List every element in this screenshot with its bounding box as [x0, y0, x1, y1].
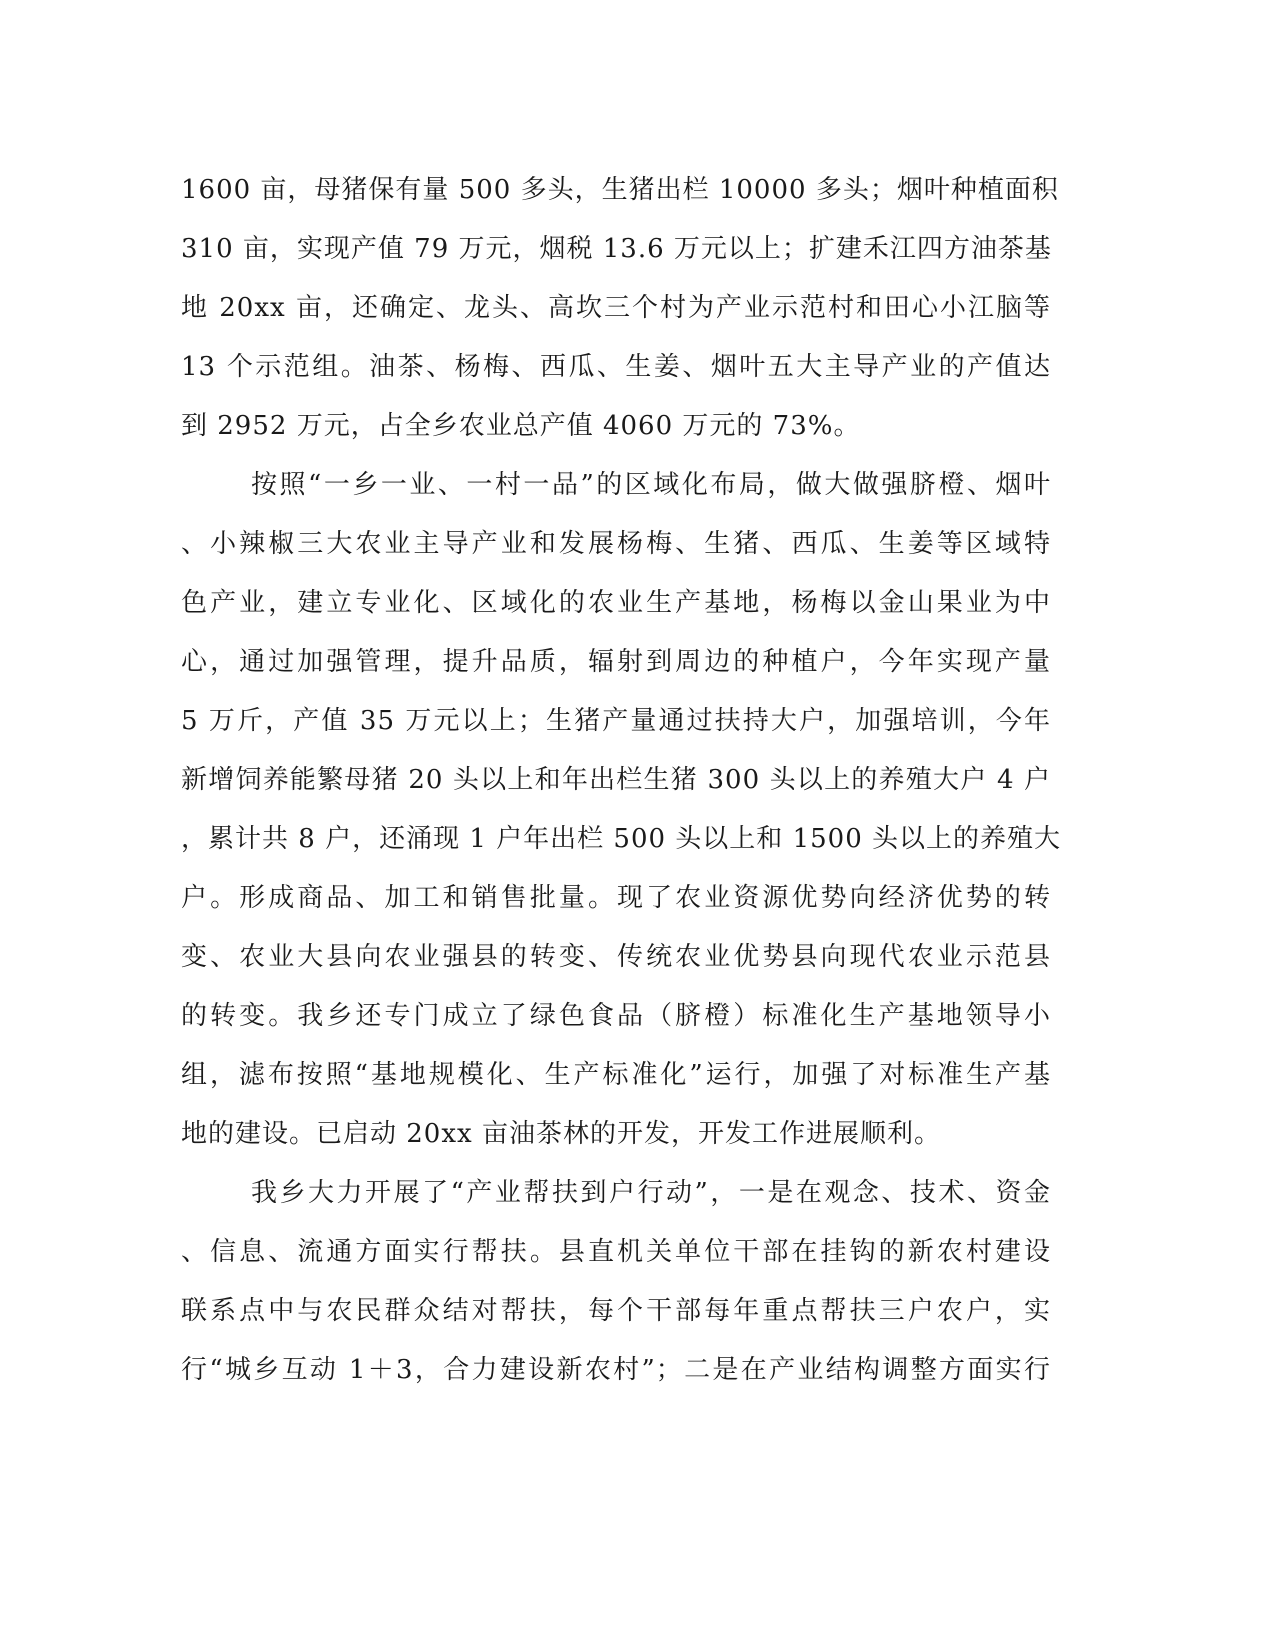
paragraph-1	[181, 161, 1059, 456]
text-line: 、小辣椒三大农业主导产业和发展杨梅、生猪、西瓜、生姜等区域特	[181, 529, 1051, 559]
text-line: 按照“一乡一业、一村一品”的区域化布局，做大做强脐橙、烟叶	[251, 470, 1051, 500]
text-line: 新增饲养能繁母猪 20 头以上和年出栏生猪 300 头以上的养殖大户 4 户	[181, 765, 1051, 795]
text-line: 1600 亩，母猪保有量 500 多头，生猪出栏 10000 多头；烟叶种植面积	[181, 175, 1059, 205]
text-line: 组，滤布按照“基地规模化、生产标准化”运行，加强了对标准生产基	[181, 1060, 1051, 1090]
text-line: 色产业，建立专业化、区域化的农业生产基地，杨梅以金山果业为中	[181, 588, 1051, 618]
text-line: 地 20xx 亩，还确定、龙头、高坎三个村为产业示范村和田心小江脑等	[181, 293, 1051, 323]
text-line: 地的建设。已启动 20xx 亩油茶林的开发，开发工作进展顺利。	[181, 1119, 941, 1149]
text-line: 行“城乡互动 1＋3，合力建设新农村”；二是在产业结构调整方面实行	[181, 1355, 1051, 1385]
paragraph-2	[181, 456, 1061, 1164]
text-line: 的转变。我乡还专门成立了绿色食品（脐橙）标准化生产基地领导小	[181, 1001, 1051, 1031]
text-line: 户。形成商品、加工和销售批量。现了农业资源优势向经济优势的转	[181, 883, 1051, 913]
text-line: 13 个示范组。油茶、杨梅、西瓜、生姜、烟叶五大主导产业的产值达	[181, 352, 1051, 382]
text-line: 联系点中与农民群众结对帮扶，每个干部每年重点帮扶三户农户，实	[181, 1296, 1051, 1326]
paragraph-3	[181, 1164, 1051, 1400]
text-line: 我乡大力开展了“产业帮扶到户行动”，一是在观念、技术、资金	[251, 1178, 1051, 1208]
text-line: 心，通过加强管理，提升品质，辐射到周边的种植户，今年实现产量	[181, 647, 1051, 677]
text-line: 5 万斤，产值 35 万元以上；生猪产量通过扶持大户，加强培训，今年	[181, 706, 1051, 736]
text-line: ，累计共 8 户，还涌现 1 户年出栏 500 头以上和 1500 头以上的养殖大	[181, 824, 1061, 854]
text-line: 、信息、流通方面实行帮扶。县直机关单位干部在挂钩的新农村建设	[181, 1237, 1051, 1267]
text-line: 变、农业大县向农业强县的转变、传统农业优势县向现代农业示范县	[181, 942, 1051, 972]
document-body	[181, 161, 1061, 1400]
text-line: 310 亩，实现产值 79 万元，烟税 13.6 万元以上；扩建禾江四方油茶基	[181, 234, 1052, 264]
text-line: 到 2952 万元，占全乡农业总产值 4060 万元的 73%。	[181, 411, 861, 441]
